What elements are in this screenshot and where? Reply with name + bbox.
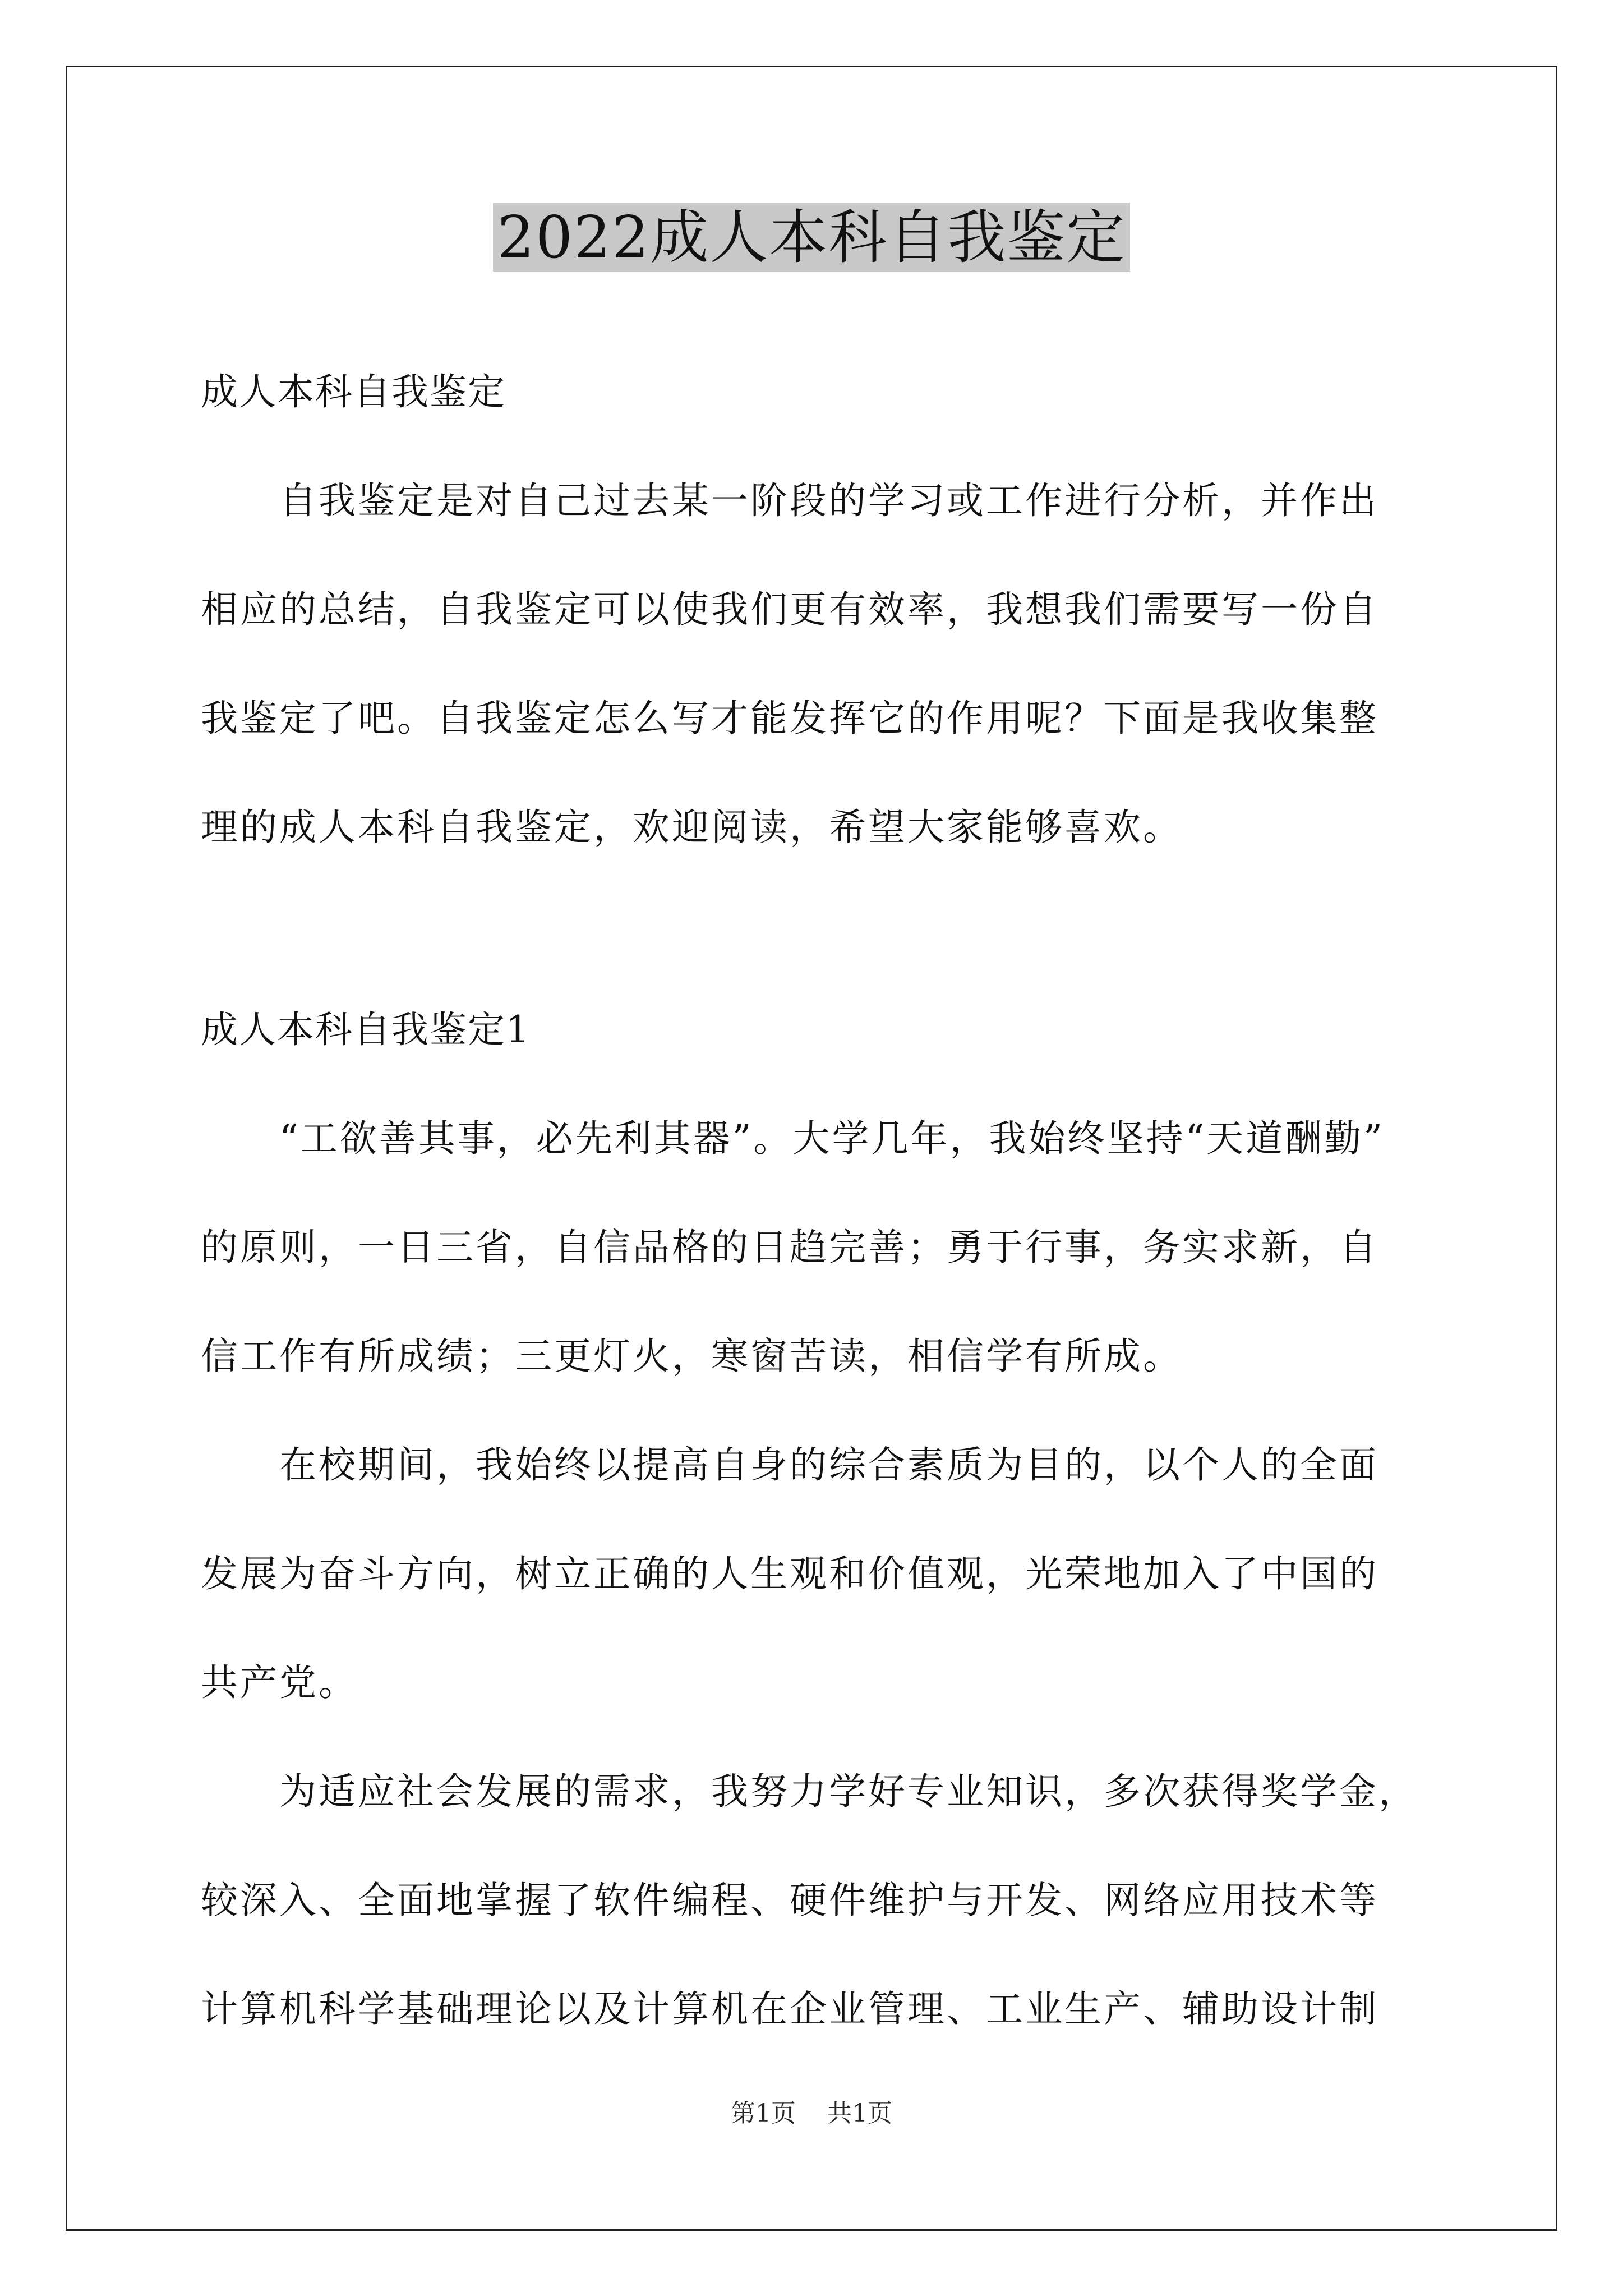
paragraph-line: 我鉴定了吧。自我鉴定怎么写才能发挥它的作用呢？下面是我收集整	[201, 697, 1378, 740]
section-heading: 成人本科自我鉴定	[201, 370, 506, 413]
document-title-text: 2022成人本科自我鉴定	[493, 203, 1131, 272]
paragraph-line: 发展为奋斗方向，树立正确的人生观和价值观，光荣地加入了中国的	[201, 1552, 1378, 1595]
paragraph-line: “工欲善其事，必先利其器”。大学几年，我始终坚持“天道酬勤”	[201, 1117, 1385, 1160]
document-title	[0, 201, 1623, 274]
page-total: 共1页	[827, 2099, 892, 2128]
page-footer	[0, 2097, 1623, 2131]
paragraph-line: 相应的总结，自我鉴定可以使我们更有效率，我想我们需要写一份自	[201, 588, 1378, 631]
paragraph-line: 理的成人本科自我鉴定，欢迎阅读，希望大家能够喜欢。	[201, 806, 1182, 849]
paragraph-line: 的原则，一日三省，自信品格的日趋完善；勇于行事，务实求新，自	[201, 1226, 1378, 1269]
paragraph-line: 较深入、全面地掌握了软件编程、硬件维护与开发、网络应用技术等	[201, 1879, 1378, 1922]
section-heading: 成人本科自我鉴定1	[201, 1008, 531, 1051]
page-number: 第1页	[731, 2099, 796, 2128]
paragraph-line: 信工作有所成绩；三更灯火，寒窗苦读，相信学有所成。	[201, 1335, 1182, 1378]
paragraph-line: 为适应社会发展的需求，我努力学好专业知识，多次获得奖学金，	[201, 1770, 1418, 1813]
paragraph-line: 在校期间，我始终以提高自身的综合素质为目的，以个人的全面	[201, 1443, 1378, 1487]
paragraph-line: 共产党。	[201, 1661, 358, 1704]
paragraph-line: 计算机科学基础理论以及计算机在企业管理、工业生产、辅助设计制	[201, 1987, 1378, 2031]
paragraph-line: 自我鉴定是对自己过去某一阶段的学习或工作进行分析，并作出	[201, 479, 1378, 522]
